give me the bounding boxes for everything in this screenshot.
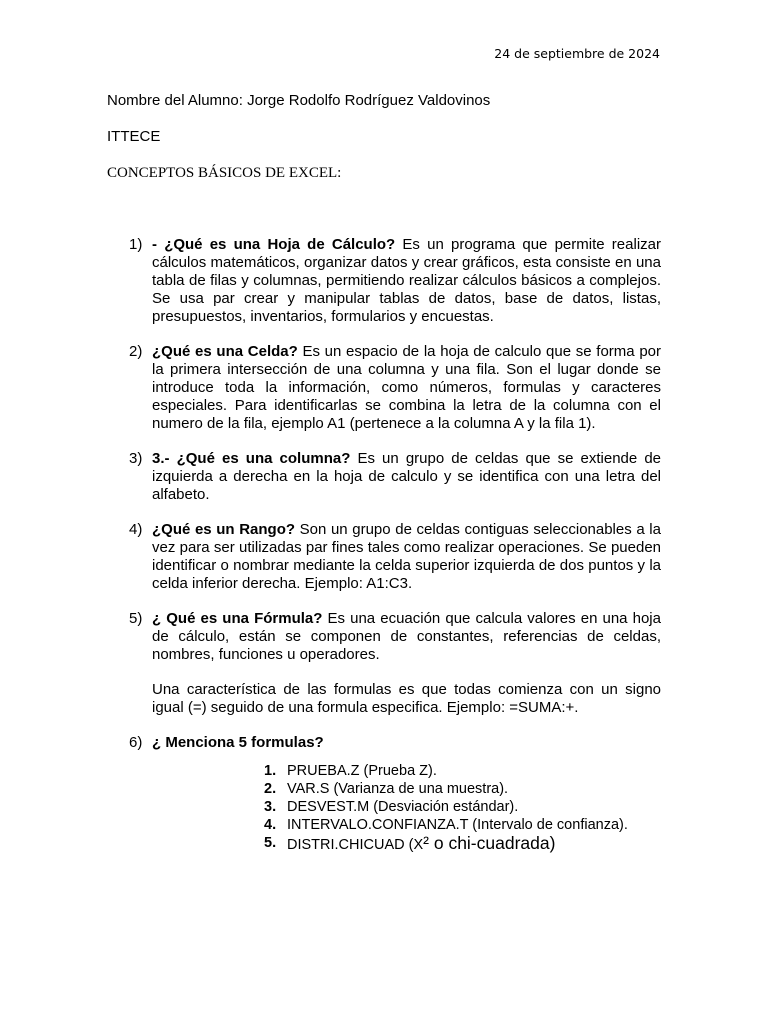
formula-item bbox=[152, 798, 661, 816]
formula-number: 5. bbox=[264, 835, 277, 851]
question-item bbox=[107, 343, 661, 433]
formula-text: INTERVALO.CONFIANZA.T (Intervalo de confianza). bbox=[287, 817, 628, 833]
formula-text: DESVEST.M (Desviación estándar). bbox=[287, 799, 519, 815]
formula-text: VAR.S (Varianza de una muestra). bbox=[287, 781, 509, 797]
answer-text: Son un grupo de celdas contiguas seleccionables a la vez para ser utilizadas par fines tales como realizar operaciones. Se pueden identificar o nombrar mediante la celda superior izquierda de dos puntos y la celda inferior derecha. Ejemplo: A1:C3. bbox=[152, 521, 661, 592]
question-text: 3.- ¿Qué es una columna? bbox=[152, 450, 351, 467]
question-number: 3) bbox=[129, 450, 143, 467]
question-text: ¿Qué es una Celda? bbox=[152, 343, 298, 360]
question-item bbox=[107, 450, 661, 504]
formula-item bbox=[152, 816, 661, 834]
answer-text: Es un grupo de celdas que se extiende de izquierda a derecha en la hoja de calculo y se identifica con una letra del alfabeto. bbox=[152, 450, 661, 503]
formula-number: 3. bbox=[264, 799, 277, 815]
answer-extra-paragraph: Una característica de las formulas es que todas comienza con un signo igual (=) seguido de una formula especifica. Ejemplo: =SUMA:+. bbox=[152, 681, 661, 716]
student-name: Nombre del Alumno: Jorge Rodolfo Rodríguez Valdovinos bbox=[107, 92, 491, 109]
question-item bbox=[107, 236, 661, 326]
question-number: 6) bbox=[129, 734, 143, 751]
formula-text: PRUEBA.Z (Prueba Z). bbox=[287, 763, 437, 779]
formula-tail: ² o chi-cuadrada) bbox=[423, 833, 556, 853]
question-text: ¿Qué es un Rango? bbox=[152, 521, 296, 538]
question-number: 5) bbox=[129, 610, 143, 627]
question-text: ¿ Menciona 5 formulas? bbox=[152, 734, 324, 751]
school-name: ITTECE bbox=[107, 128, 161, 145]
formula-item bbox=[152, 780, 661, 798]
formula-number: 1. bbox=[264, 763, 277, 779]
formula-number: 4. bbox=[264, 817, 277, 833]
question-number: 1) bbox=[129, 236, 143, 253]
formulas-list bbox=[152, 762, 661, 854]
question-text: - ¿Qué es una Hoja de Cálculo? bbox=[152, 236, 396, 253]
formula-item bbox=[152, 834, 661, 854]
question-number: 2) bbox=[129, 343, 143, 360]
question-text: ¿ Qué es una Fórmula? bbox=[152, 610, 323, 627]
document-subject: CONCEPTOS BÁSICOS DE EXCEL: bbox=[107, 165, 342, 181]
formula-text: DISTRI.CHICUAD (X bbox=[287, 837, 424, 853]
formula-item bbox=[152, 762, 661, 780]
question-item bbox=[107, 734, 661, 854]
document-date: 24 de septiembre de 2024 bbox=[494, 46, 660, 61]
question-item bbox=[107, 610, 661, 717]
questions-list bbox=[107, 236, 661, 871]
question-number: 4) bbox=[129, 521, 143, 538]
question-item bbox=[107, 521, 661, 593]
answer-text: Es un programa que permite realizar cálculos matemáticos, organizar datos y crear gráficos, esta consiste en una tabla de filas y columnas, permitiendo realizar cálculos básicos a complejos. Se usa par crear y manipular tablas de datos, base de datos, listas, presupuestos, inventarios, formularios y encuestas. bbox=[152, 236, 661, 325]
formula-number: 2. bbox=[264, 781, 277, 797]
answer-text: Es una ecuación que calcula valores en una hoja de cálculo, están se componen de constantes, referencias de celdas, nombres, funciones u operadores. bbox=[152, 610, 661, 663]
answer-text: Es un espacio de la hoja de calculo que se forma por la primera intersección de una columna y una fila. Son el lugar donde se introduce toda la información, como números, formulas y caracteres especiales. Para identificarlas se combina la letra de la columna con el numero de la fila, ejemplo A1 (pertenece a la columna A y la fila 1). bbox=[152, 343, 661, 432]
